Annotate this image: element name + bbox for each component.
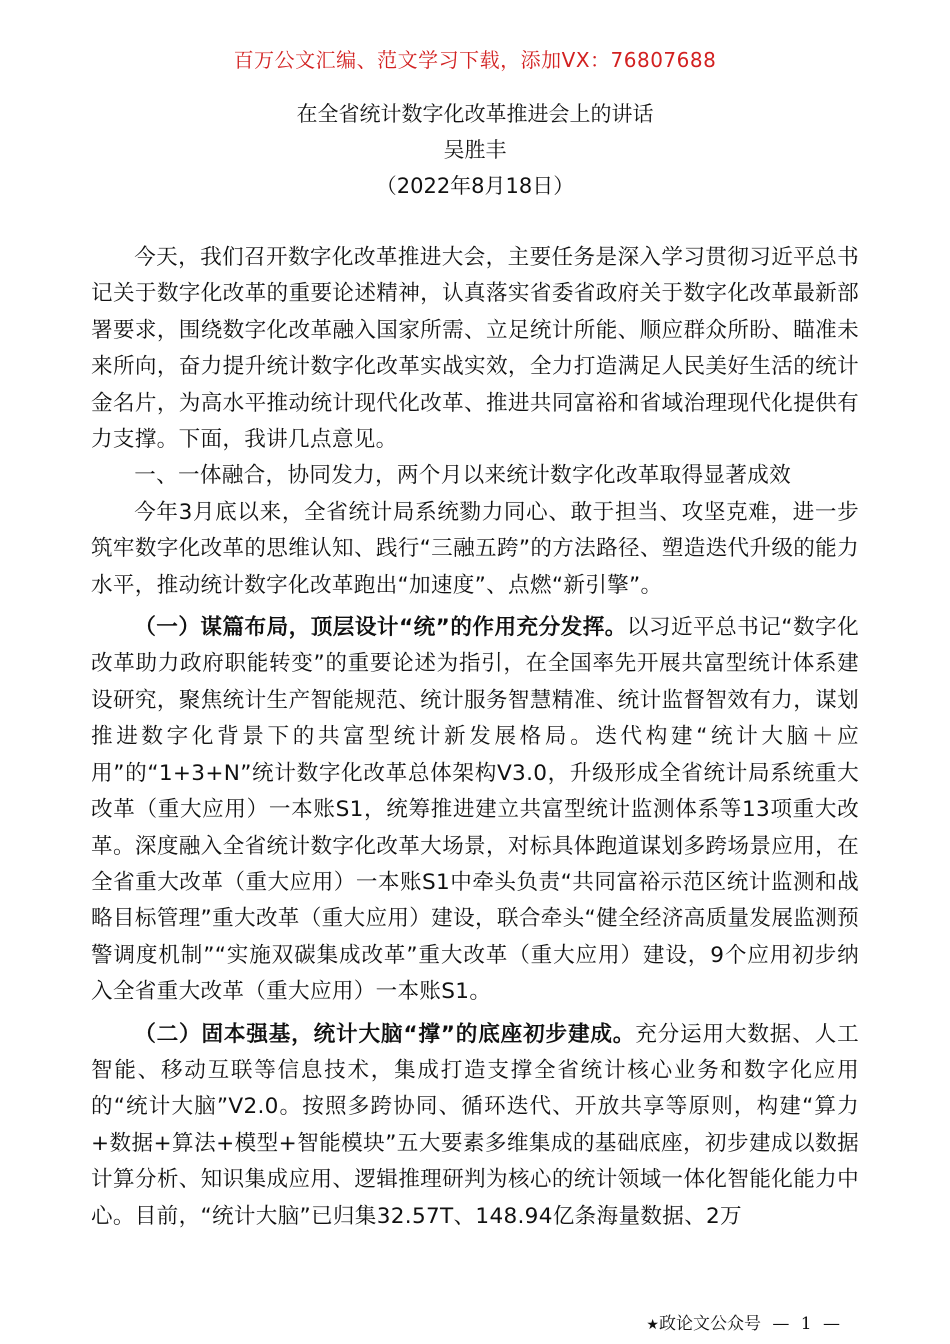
page-dash-right: — [823, 1314, 840, 1334]
page-number: 1 [800, 1314, 812, 1334]
paragraph-4-text: 充分运用大数据、人工智能、移动互联等信息技术，集成打造支撑全省统计核心业务和数字化应用的“统计大脑”V2.0。按照多跨协同、循环迭代、开放共享等原则，构建“算力+数据+算法+模型+智能模块”五大要素多维集成的基础底座，初步建成以数据计算分析、知识集成应用、逻辑推理研判为核心的统计领域一体化智能化能力中心。目前，“统计大脑”已归集32.57T、148.94亿条海量数据、2万 [91, 1021, 859, 1229]
subheading-1: （一）谋篇布局，顶层设计“统”的作用充分发挥。 [134, 615, 627, 641]
page-dash-left: — [772, 1314, 790, 1334]
section-heading-1: 一、一体融合，协同发力，两个月以来统计数字化改革取得显著成效 [134, 463, 792, 489]
paragraph-4 [91, 1017, 859, 1235]
document-body [91, 240, 859, 1235]
paragraph-3-text: 以习近平总书记“数字化改革助力政府职能转变”的重要论述为指引，在全国率先开展共富型统计体系建设研究，聚焦统计生产智能规范、统计服务智慧精准、统计监督智效有力，谋划推进数字化背景下的共富型统计新发展格局。迭代构建“统计大脑＋应用”的“1+3+N”统计数字化改革总体架构V3.0，升级形成全省统计局系统重大改革（重大应用）一本账S1，统筹推进建立共富型统计监测体系等13项重大改革。深度融入全省统计数字化改革大场景，对标具体跑道谋划多跨场景应用，在全省重大改革（重大应用）一本账S1中牵头负责“共同富裕示范区统计监测和战略目标管理”重大改革（重大应用）建设，联合牵头“健全经济高质量发展监测预警调度机制”“实施双碳集成改革”重大改革（重大应用）建设，9个应用初步纳入全省重大改革（重大应用）一本账S1。 [91, 615, 859, 1005]
title-block [0, 96, 950, 204]
paragraph-2: 今年3月底以来，全省统计局系统勠力同心、敢于担当、攻坚克难，进一步筑牢数字化改革的思维认知、践行“三融五跨”的方法路径、塑造迭代升级的能力水平，推动统计数字化改革跑出“加速度”、点燃“新引擎”。 [91, 499, 859, 598]
top-banner: 百万公文汇编、范文学习下载，添加VX：76807688 [233, 48, 717, 72]
speech-date: （2022年8月18日） [375, 174, 575, 198]
page-footer [646, 1312, 840, 1337]
paragraph-intro: 今天，我们召开数字化改革推进大会，主要任务是深入学习贯彻习近平总书记关于数字化改革的重要论述精神，认真落实省委省政府关于数字化改革最新部署要求，围绕数字化改革融入国家所需、立足统计所能、顺应群众所盼、瞄准未来所向，奋力提升统计数字化改革实战实效，全力打造满足人民美好生活的统计金名片，为高水平推动统计现代化改革、推进共同富裕和省域治理现代化提供有力支撑。下面，我讲几点意见。 [91, 245, 859, 453]
footer-label: 政论文公众号 [658, 1314, 761, 1334]
star-icon: ★ [646, 1317, 659, 1333]
paragraph-3 [91, 610, 859, 1010]
author-name: 吴胜丰 [443, 138, 507, 162]
subheading-2: （二）固本强基，统计大脑“撑”的底座初步建成。 [134, 1021, 636, 1047]
document-title: 在全省统计数字化改革推进会上的讲话 [296, 102, 654, 126]
